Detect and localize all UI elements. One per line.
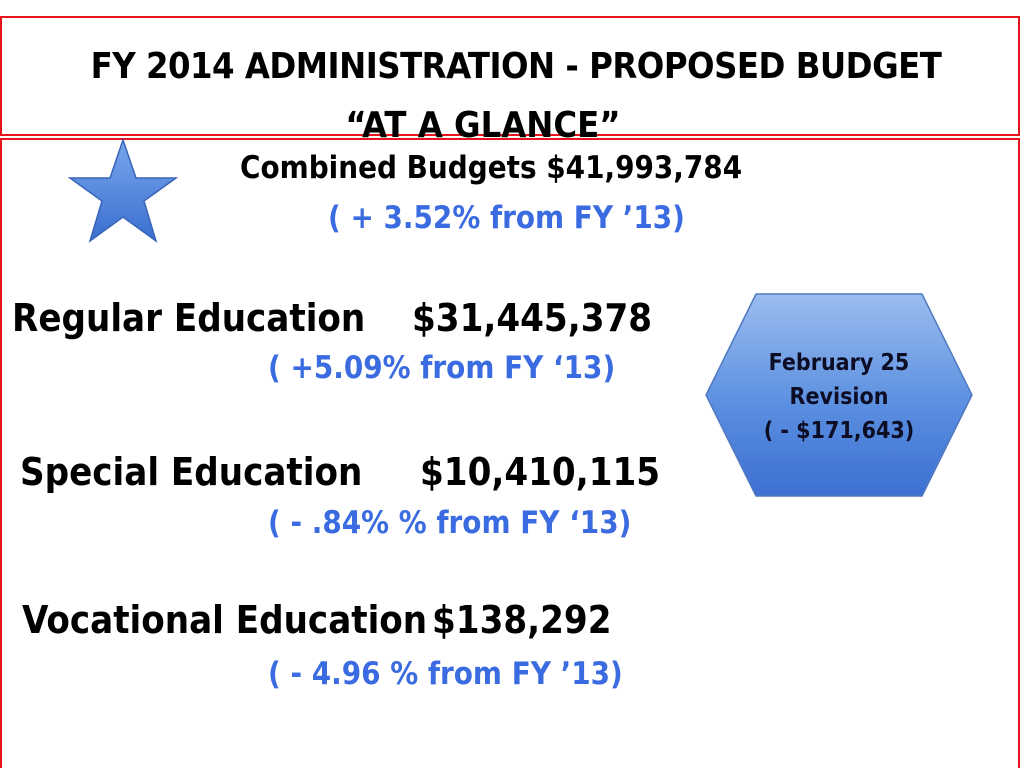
revision-callout [704,346,974,448]
special-education-amount: $10,410,115 [420,450,661,494]
regular-education-label: Regular Education [12,296,366,340]
special-education-label: Special Education [20,450,363,494]
revision-date: February 25 [768,350,910,376]
title-box [0,16,1020,146]
special-education-change: ( - .84% % from FY ‘13) [268,505,632,541]
regular-education-amount: $31,445,378 [412,296,653,340]
star-icon [68,138,178,244]
vocational-education-change: ( - 4.96 % from FY ’13) [268,656,623,692]
combined-budgets: Combined Budgets $41,993,784 [240,150,743,186]
combined-change: ( + 3.52% from FY ’13) [328,200,685,236]
title-line-1: FY 2014 ADMINISTRATION - PROPOSED BUDGET [90,46,942,87]
vocational-education-amount: $138,292 [432,598,612,642]
title-line-2: “AT A GLANCE” [345,105,621,146]
revision-label: Revision [789,384,889,410]
regular-education-change: ( +5.09% from FY ‘13) [268,350,616,386]
vocational-education-label: Vocational Education [22,598,428,642]
revision-amount: ( - $171,643) [763,418,915,444]
